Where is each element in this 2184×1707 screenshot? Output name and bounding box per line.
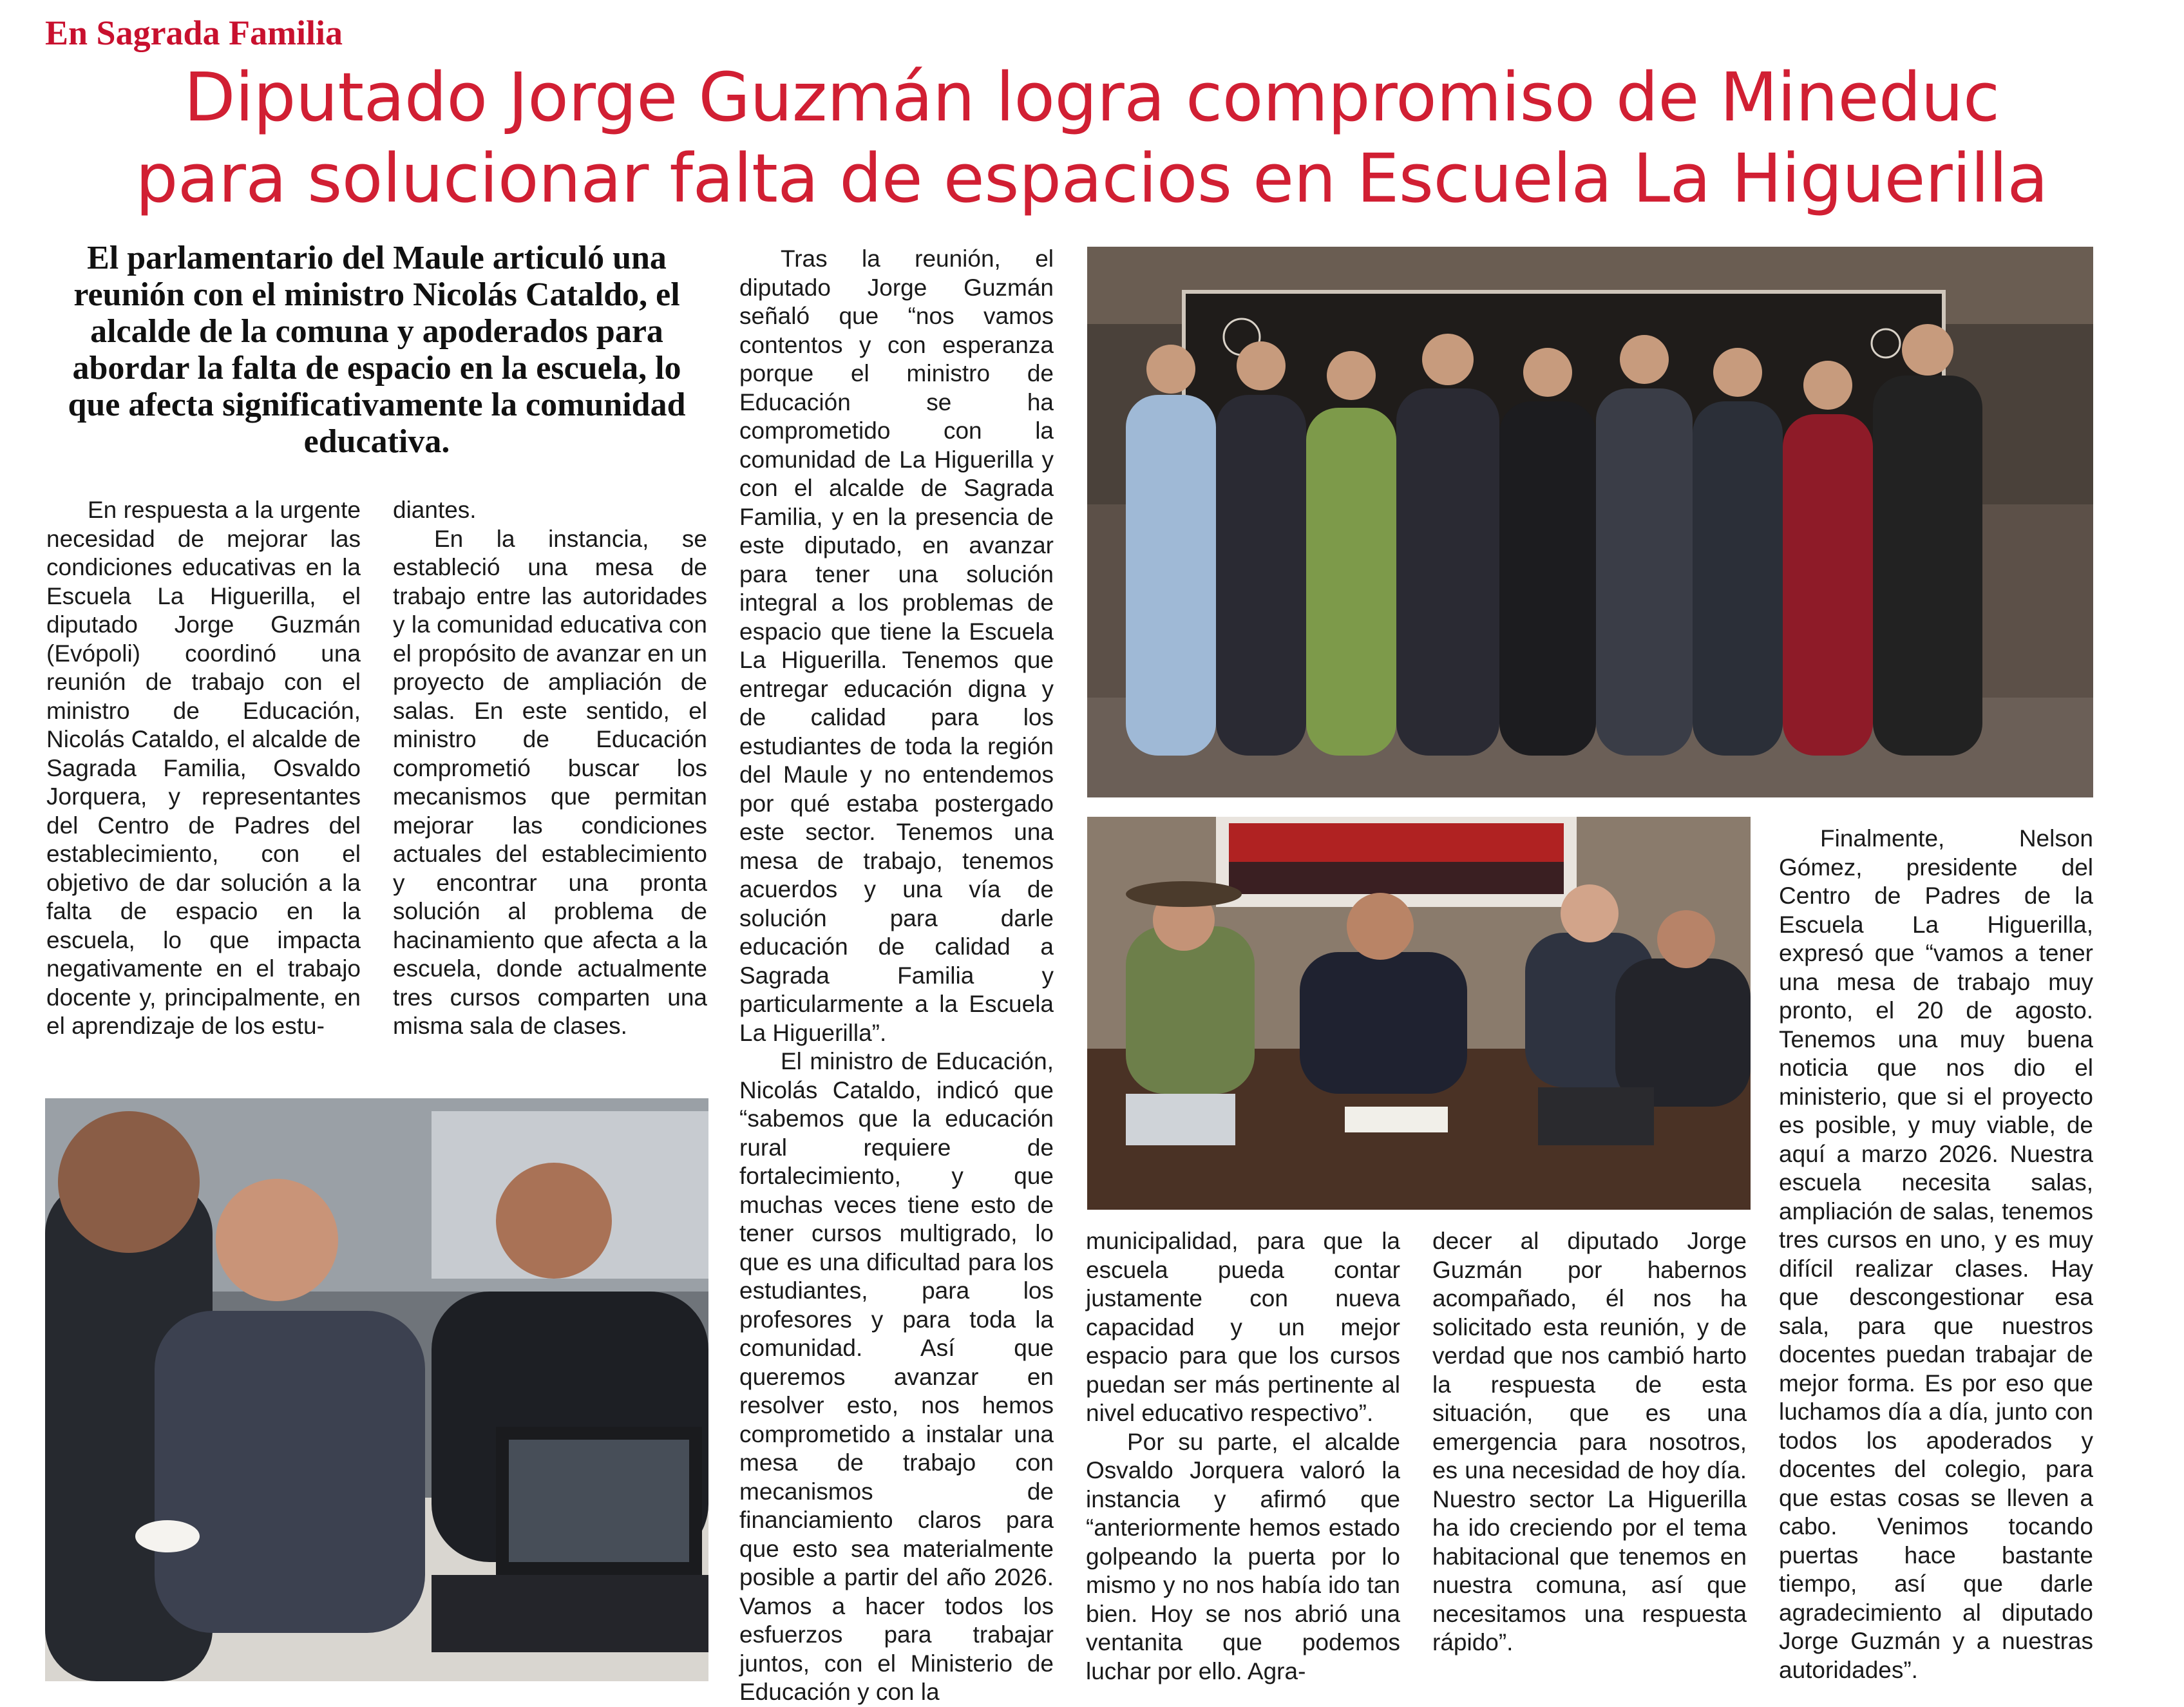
paragraph: Por su parte, el alcalde Osvaldo Jorquera valoró la instancia y afirmó que “anteriormente hemos estado golpeando la puerta por lo mismo y no nos había ido tan bien. Hoy se nos abrió una ventanita que podemos luchar por ello. Agra- <box>1086 1428 1400 1684</box>
paragraph: El ministro de Educación, Nicolás Cataldo, indicó que “sabemos que la educación rural requiere de fortalecimiento, y que muchas veces tiene esto de tener cursos multigrado, lo que es una dificultad para los estudiantes, para los profesores y para toda la comunidad. Así que queremos avanzar en resolver esto, nos hemos comprometido a instalar una mesa de trabajo con mecanismos de financiamiento claros para que esto sea materialmente posible a partir del año 2026. Vamos a hacer todos los esfuerzos para trabajar juntos, con el Ministerio de Educación y con la <box>739 1048 1054 1705</box>
article-column-6 <box>1779 825 2093 1684</box>
headline-line-1: Diputado Jorge Guzmán logra compromiso de Mineduc <box>184 58 2000 137</box>
headline <box>39 57 2145 219</box>
paragraph: decer al diputado Jorge Guzmán por habernos acompañado, él nos ha solicitado esta reunión, y de verdad que nos cambió harto la respuesta de esta situación, que es una emergencia para nosotros, es una necesidad de hoy día. Nuestro sector La Higuerilla ha ido creciendo por el tema habitacional que tenemos en nuestra comuna, así que necesitamos una respuesta rápido”. <box>1432 1228 1747 1655</box>
paragraph: municipalidad, para que la escuela pueda contar justamente con nueva capacidad y un mejor espacio para que los cursos puedan ser más pertinente al nivel educativo respectivo”. <box>1086 1228 1400 1426</box>
paragraph: En la instancia, se estableció una mesa de trabajo entre las autoridades y la comunidad educativa con el propósito de avanzar en un proyecto de ampliación de salas. En este sentido, el ministro de Educación comprometió buscar los mecanismos que permitan mejorar las condiciones actuales del establecimiento y encontrar una pronta solución al problema de hacinamiento que afecta a la escuela, donde actualmente tres cursos comparten una misma sala de clases. <box>393 525 707 1039</box>
laptop-meeting-photo-illustration <box>45 1098 708 1681</box>
meeting-photo-illustration <box>1087 817 1751 1210</box>
article-column-2 <box>393 496 707 1041</box>
article-column-4 <box>1086 1227 1400 1686</box>
article-column-1 <box>46 496 361 1041</box>
paragraph: Finalmente, Nelson Gómez, presidente del Centro de Padres de la Escuela La Higuerilla, expresó que “vamos a tener una mesa de trabajo muy pronto, el 20 de agosto. Tenemos una muy buena noticia que nos dio el ministerio, que si el proyecto es posible, y muy viable, de aquí a marzo 2026. Nuestra escuela necesita salas, ampliación de salas, tenemos tres cursos en uno, y es muy difícil realizar clases. Hay que descongestionar esa sala, para que nuestros docentes puedan trabajar de mejor forma. Es por eso que luchamos día a día, junto con todos los apoderados y docentes del colegio, para que estas cosas se lleven a cabo. Venimos tocando puertas hace bastante tiempo, así que darle agradecimiento al diputado Jorge Guzmán y a nuestras autoridades”. <box>1779 825 2093 1683</box>
paragraph: Tras la reunión, el diputado Jorge Guzmán señaló que “nos vamos contentos y con esperanza porque el ministro de Educación se ha comprometido con la comunidad de La Higuerilla y con el alcalde de Sagrada Familia, y en la presencia de este diputado, en avanzar para tener una solución integral a los problemas de espacio que tiene la Escuela La Higuerilla. Tenemos que entregar educación digna y de calidad para los estudiantes de toda la región del Maule y no entendemos por qué estaba postergado este sector. Tenemos una mesa de trabajo, tenemos acuerdos y una vía de solución para darle educación de calidad a Sagrada Familia y particularmente a la Escuela La Higuerilla”. <box>739 245 1054 1046</box>
article-column-3 <box>739 245 1054 1707</box>
section-tag: En Sagrada Familia <box>45 14 343 52</box>
paragraph: diantes. <box>393 497 477 523</box>
laptop-meeting-photo <box>45 1098 708 1681</box>
headline-line-2: para solucionar falta de espacios en Escuela La Higuerilla <box>135 139 2048 218</box>
paragraph: En respuesta a la urgente necesidad de mejorar las condiciones educativas en la Escuela La Higuerilla, el diputado Jorge Guzmán (Evópoli) coordinó una reunión de trabajo con el ministro de Educación, Nicolás Cataldo, el alcalde de Sagrada Familia, Osvaldo Jorquera, y representantes del Centro de Padres del establecimiento, con el objetivo de dar solución a la falta de espacio en la escuela, lo que impacta negativamente en el trabajo docente y, principalmente, en el aprendizaje de los estu- <box>46 497 361 1039</box>
group-photo <box>1087 247 2093 797</box>
article-column-5 <box>1432 1227 1747 1657</box>
group-photo-illustration <box>1087 247 2093 797</box>
deck-subheadline: El parlamentario del Maule articuló una reunión con el ministro Nicolás Cataldo, el alcalde de la comuna y apoderados para abordar la falta de espacio en la escuela, lo que afecta significativamente la comunidad educativa. <box>68 240 686 460</box>
meeting-photo <box>1087 817 1751 1210</box>
